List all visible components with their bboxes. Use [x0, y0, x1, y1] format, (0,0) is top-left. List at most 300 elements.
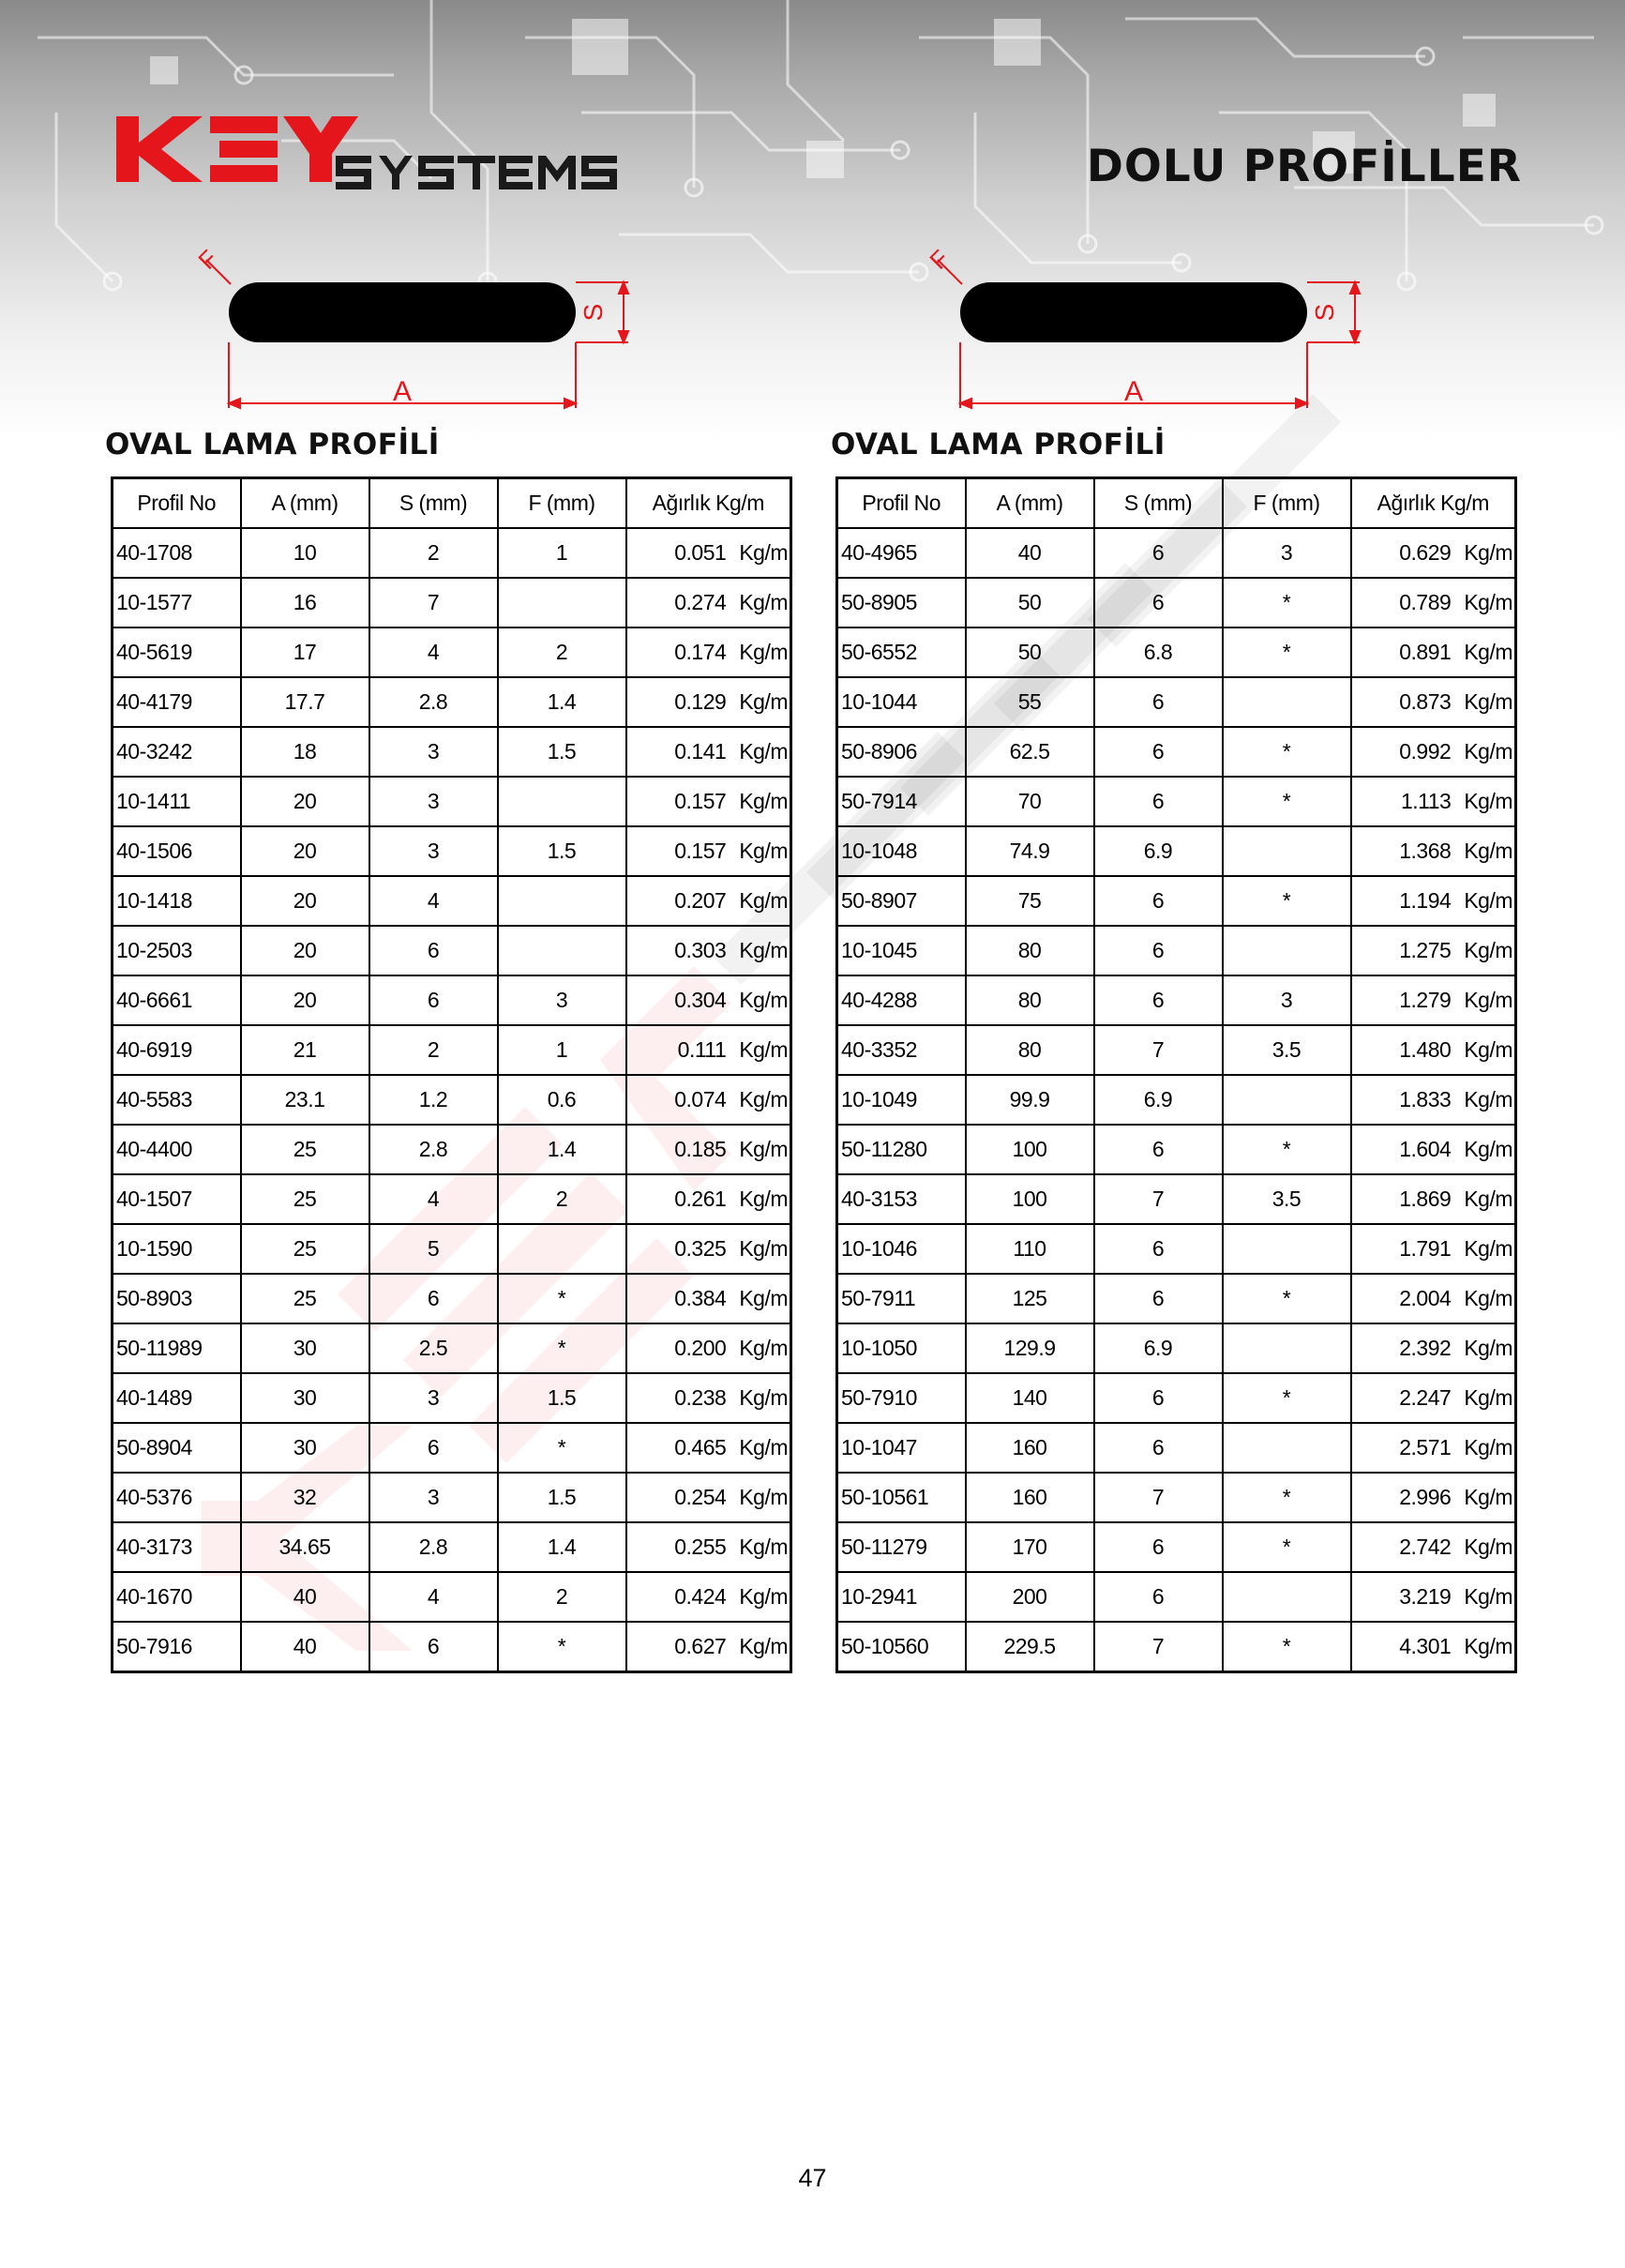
weight-cell	[1351, 1025, 1516, 1075]
weight-cell	[626, 528, 791, 578]
dimension-f-cell: *	[1223, 1274, 1351, 1323]
dimension-f-cell: *	[1223, 876, 1351, 926]
weight-unit: Kg/m	[739, 1087, 788, 1111]
weight-cell	[1351, 876, 1516, 926]
weight-cell	[1351, 1323, 1516, 1373]
dimension-a-cell: 10	[241, 528, 369, 578]
column-header: S (mm)	[369, 478, 498, 529]
dimension-a-cell: 50	[966, 578, 1094, 627]
dimension-s-cell: 6	[1094, 1572, 1223, 1622]
profile-number-cell: 50-7911	[837, 1274, 966, 1323]
profile-number-cell: 40-1489	[113, 1373, 241, 1423]
dimension-s-cell: 6	[1094, 1224, 1223, 1274]
table-row	[837, 1473, 1516, 1522]
weight-value: 0.141	[674, 739, 727, 764]
profile-number-cell: 10-1411	[113, 777, 241, 826]
dimension-f-cell: 3.5	[1223, 1025, 1351, 1075]
table-row	[113, 876, 791, 926]
table-row	[837, 1522, 1516, 1572]
dimension-a-cell: 50	[966, 627, 1094, 677]
weight-cell	[626, 727, 791, 777]
dimension-f-cell: 1.5	[498, 826, 626, 876]
dimension-a-cell: 25	[241, 1224, 369, 1274]
dimension-s-cell: 3	[369, 1373, 498, 1423]
dimension-f-cell	[1223, 1075, 1351, 1125]
dimension-f-cell: 2	[498, 1174, 626, 1224]
weight-unit: Kg/m	[1464, 789, 1512, 813]
dimension-s-cell: 6.9	[1094, 1323, 1223, 1373]
column-header: Profil No	[837, 478, 966, 529]
profile-number-cell: 50-11280	[837, 1125, 966, 1174]
table-row	[837, 1224, 1516, 1274]
dimension-a-cell: 99.9	[966, 1075, 1094, 1125]
profile-number-cell: 40-1708	[113, 528, 241, 578]
dimension-s-cell: 6	[369, 1274, 498, 1323]
weight-unit: Kg/m	[1464, 739, 1512, 764]
weight-value: 2.004	[1399, 1286, 1452, 1310]
weight-value: 0.465	[674, 1435, 727, 1459]
weight-unit: Kg/m	[1464, 988, 1512, 1012]
weight-unit: Kg/m	[1464, 1087, 1512, 1111]
weight-unit: Kg/m	[739, 739, 788, 764]
dimension-f-cell: *	[1223, 1473, 1351, 1522]
weight-value: 3.219	[1399, 1584, 1452, 1609]
column-header: A (mm)	[966, 478, 1094, 529]
weight-unit: Kg/m	[1464, 1385, 1512, 1410]
dimension-s-cell: 6	[1094, 876, 1223, 926]
dimension-a-cell: 20	[241, 975, 369, 1025]
dimension-f-cell: *	[498, 1274, 626, 1323]
weight-value: 0.627	[674, 1634, 727, 1658]
profile-number-cell: 50-8903	[113, 1274, 241, 1323]
weight-unit: Kg/m	[1464, 839, 1512, 863]
weight-cell	[1351, 975, 1516, 1025]
dimension-a-cell: 70	[966, 777, 1094, 826]
table-row	[113, 1622, 791, 1672]
profile-number-cell: 50-6552	[837, 627, 966, 677]
dimension-a-cell: 74.9	[966, 826, 1094, 876]
dimension-f-cell: 1.5	[498, 1373, 626, 1423]
weight-unit: Kg/m	[739, 1236, 788, 1261]
weight-unit: Kg/m	[1464, 1137, 1512, 1161]
dimension-a-cell: 170	[966, 1522, 1094, 1572]
column-header: A (mm)	[241, 478, 369, 529]
column-header: Ağırlık Kg/m	[626, 478, 791, 529]
diagram-label-a: A	[1123, 376, 1144, 407]
table-row	[837, 876, 1516, 926]
weight-unit: Kg/m	[739, 1535, 788, 1559]
table-row	[113, 826, 791, 876]
dimension-s-cell: 1.2	[369, 1075, 498, 1125]
weight-unit: Kg/m	[739, 1485, 788, 1509]
dimension-f-cell: *	[1223, 627, 1351, 677]
dimension-f-cell	[1223, 826, 1351, 876]
weight-cell	[1351, 1473, 1516, 1522]
table-row	[113, 1174, 791, 1224]
dimension-f-cell: *	[498, 1323, 626, 1373]
weight-cell	[1351, 578, 1516, 627]
dimension-s-cell: 6	[1094, 926, 1223, 975]
weight-value: 0.629	[1399, 540, 1452, 565]
table-row	[837, 627, 1516, 677]
dimension-s-cell: 2.8	[369, 1522, 498, 1572]
dimension-a-cell: 25	[241, 1274, 369, 1323]
dimension-f-cell: 3	[1223, 528, 1351, 578]
table-row	[113, 627, 791, 677]
weight-unit: Kg/m	[739, 640, 788, 664]
document-title: DOLU PROFİLLER	[1086, 141, 1522, 192]
weight-unit: Kg/m	[1464, 689, 1512, 714]
profile-number-cell: 10-1046	[837, 1224, 966, 1274]
dimension-a-cell: 30	[241, 1323, 369, 1373]
weight-value: 1.368	[1399, 839, 1452, 863]
table-header-row	[113, 478, 791, 529]
dimension-s-cell: 3	[369, 727, 498, 777]
weight-value: 0.303	[674, 938, 727, 962]
weight-value: 0.992	[1399, 739, 1452, 764]
weight-unit: Kg/m	[739, 1336, 788, 1360]
dimension-f-cell: 1.4	[498, 1125, 626, 1174]
weight-cell	[1351, 1224, 1516, 1274]
column-header: F (mm)	[1223, 478, 1351, 529]
dimension-s-cell: 6.9	[1094, 1075, 1223, 1125]
dimension-s-cell: 5	[369, 1224, 498, 1274]
dimension-a-cell: 80	[966, 926, 1094, 975]
table-row	[837, 926, 1516, 975]
weight-value: 2.996	[1399, 1485, 1452, 1509]
dimension-s-cell: 4	[369, 1174, 498, 1224]
dimension-f-cell: 2	[498, 627, 626, 677]
weight-cell	[626, 627, 791, 677]
dimension-s-cell: 7	[369, 578, 498, 627]
weight-unit: Kg/m	[739, 540, 788, 565]
weight-unit: Kg/m	[739, 1286, 788, 1310]
table-row	[113, 528, 791, 578]
table-row	[113, 578, 791, 627]
dimension-f-cell: *	[1223, 578, 1351, 627]
dimension-a-cell: 100	[966, 1174, 1094, 1224]
weight-cell	[1351, 777, 1516, 826]
dimension-s-cell: 4	[369, 1572, 498, 1622]
dimension-f-cell: *	[1223, 777, 1351, 826]
weight-unit: Kg/m	[1464, 1187, 1512, 1211]
profile-number-cell: 50-10561	[837, 1473, 966, 1522]
weight-cell	[626, 1323, 791, 1373]
dimension-f-cell	[1223, 1224, 1351, 1274]
weight-cell	[626, 1423, 791, 1473]
table-row	[113, 727, 791, 777]
weight-unit: Kg/m	[1464, 888, 1512, 913]
weight-unit: Kg/m	[1464, 1336, 1512, 1360]
dimension-a-cell: 32	[241, 1473, 369, 1522]
left-section-title: OVAL LAMA PROFİLİ	[105, 428, 440, 461]
weight-value: 0.200	[674, 1336, 727, 1360]
dimension-a-cell: 200	[966, 1572, 1094, 1622]
weight-value: 0.074	[674, 1087, 727, 1111]
dimension-a-cell: 30	[241, 1373, 369, 1423]
weight-value: 0.254	[674, 1485, 727, 1509]
weight-value: 0.129	[674, 689, 727, 714]
dimension-a-cell: 75	[966, 876, 1094, 926]
profile-number-cell: 10-2941	[837, 1572, 966, 1622]
dimension-s-cell: 6	[1094, 1125, 1223, 1174]
dimension-f-cell: *	[1223, 1373, 1351, 1423]
dimension-a-cell: 160	[966, 1473, 1094, 1522]
dimension-s-cell: 7	[1094, 1025, 1223, 1075]
logo-mark	[116, 113, 623, 197]
dimension-a-cell: 100	[966, 1125, 1094, 1174]
weight-cell	[626, 677, 791, 727]
weight-value: 2.571	[1399, 1435, 1452, 1459]
weight-unit: Kg/m	[1464, 540, 1512, 565]
table-row	[837, 1125, 1516, 1174]
weight-value: 0.111	[677, 1037, 727, 1062]
profile-number-cell: 50-11279	[837, 1522, 966, 1572]
weight-unit: Kg/m	[739, 1584, 788, 1609]
weight-cell	[626, 1572, 791, 1622]
dimension-f-cell	[498, 876, 626, 926]
profile-number-cell: 40-1507	[113, 1174, 241, 1224]
dimension-f-cell: *	[1223, 1622, 1351, 1672]
weight-value: 1.833	[1399, 1087, 1452, 1111]
table-row	[837, 826, 1516, 876]
weight-value: 2.742	[1399, 1535, 1452, 1559]
dimension-s-cell: 6	[369, 1423, 498, 1473]
weight-value: 2.247	[1399, 1385, 1452, 1410]
dimension-s-cell: 2.5	[369, 1323, 498, 1373]
dimension-s-cell: 2.8	[369, 677, 498, 727]
profile-number-cell: 10-1577	[113, 578, 241, 627]
weight-value: 0.873	[1399, 689, 1452, 714]
weight-cell	[1351, 727, 1516, 777]
weight-value: 0.174	[674, 640, 727, 664]
dimension-f-cell	[1223, 1572, 1351, 1622]
weight-value: 1.279	[1399, 988, 1452, 1012]
dimension-s-cell: 7	[1094, 1622, 1223, 1672]
table-row	[113, 1323, 791, 1373]
weight-unit: Kg/m	[739, 988, 788, 1012]
dimension-f-cell	[498, 578, 626, 627]
weight-unit: Kg/m	[1464, 1236, 1512, 1261]
table-row	[837, 727, 1516, 777]
dimension-f-cell: 3	[498, 975, 626, 1025]
right-spec-table	[835, 476, 1517, 1673]
dimension-f-cell: 1.4	[498, 677, 626, 727]
weight-cell	[1351, 1622, 1516, 1672]
profile-number-cell: 50-8904	[113, 1423, 241, 1473]
weight-cell	[626, 1473, 791, 1522]
dimension-a-cell: 23.1	[241, 1075, 369, 1125]
page-number: 47	[798, 2164, 827, 2192]
weight-value: 0.325	[674, 1236, 727, 1261]
profile-number-cell: 50-11989	[113, 1323, 241, 1373]
table-header-row	[837, 478, 1516, 529]
profile-number-cell: 40-1670	[113, 1572, 241, 1622]
dimension-a-cell: 25	[241, 1125, 369, 1174]
table-row	[837, 777, 1516, 826]
dimension-s-cell: 6	[1094, 1423, 1223, 1473]
diagram-label-s: S	[1310, 303, 1339, 322]
dimension-s-cell: 7	[1094, 1473, 1223, 1522]
weight-unit: Kg/m	[739, 590, 788, 614]
weight-value: 0.185	[674, 1137, 727, 1161]
table-row	[837, 975, 1516, 1025]
weight-cell	[626, 1522, 791, 1572]
dimension-f-cell: 1.5	[498, 1473, 626, 1522]
dimension-f-cell	[1223, 1323, 1351, 1373]
dimension-f-cell	[498, 777, 626, 826]
profile-number-cell: 40-3173	[113, 1522, 241, 1572]
weight-value: 2.392	[1399, 1336, 1452, 1360]
dimension-a-cell: 125	[966, 1274, 1094, 1323]
weight-cell	[1351, 1125, 1516, 1174]
weight-cell	[626, 876, 791, 926]
dimension-s-cell: 2	[369, 1025, 498, 1075]
weight-cell	[626, 1075, 791, 1125]
weight-value: 1.480	[1399, 1037, 1452, 1062]
weight-unit: Kg/m	[1464, 590, 1512, 614]
weight-value: 0.891	[1399, 640, 1452, 664]
weight-cell	[626, 1622, 791, 1672]
dimension-f-cell	[1223, 1423, 1351, 1473]
weight-value: 0.424	[674, 1584, 727, 1609]
weight-unit: Kg/m	[739, 689, 788, 714]
weight-cell	[626, 1373, 791, 1423]
weight-value: 1.869	[1399, 1187, 1452, 1211]
dimension-s-cell: 6	[1094, 1373, 1223, 1423]
profile-number-cell: 40-6661	[113, 975, 241, 1025]
dimension-f-cell	[1223, 926, 1351, 975]
profile-number-cell: 40-3153	[837, 1174, 966, 1224]
dimension-s-cell: 6	[1094, 578, 1223, 627]
right-section-title: OVAL LAMA PROFİLİ	[831, 428, 1166, 461]
dimension-a-cell: 34.65	[241, 1522, 369, 1572]
profile-number-cell: 10-1047	[837, 1423, 966, 1473]
weight-cell	[1351, 1572, 1516, 1622]
dimension-s-cell: 6.8	[1094, 627, 1223, 677]
table-row	[837, 1323, 1516, 1373]
profile-number-cell: 10-2503	[113, 926, 241, 975]
weight-value: 1.791	[1399, 1236, 1452, 1261]
diagram-label-f: F	[192, 244, 223, 275]
weight-unit: Kg/m	[1464, 1435, 1512, 1459]
weight-value: 0.207	[674, 888, 727, 913]
diagram-label-f: F	[924, 244, 955, 275]
weight-value: 0.261	[674, 1187, 727, 1211]
dimension-s-cell: 3	[369, 1473, 498, 1522]
table-row	[113, 1075, 791, 1125]
column-header: Profil No	[113, 478, 241, 529]
profile-number-cell: 40-4179	[113, 677, 241, 727]
profile-number-cell: 50-8907	[837, 876, 966, 926]
table-row	[837, 1274, 1516, 1323]
weight-cell	[1351, 1174, 1516, 1224]
weight-value: 0.304	[674, 988, 727, 1012]
dimension-s-cell: 6.9	[1094, 826, 1223, 876]
profile-number-cell: 40-3242	[113, 727, 241, 777]
weight-cell	[1351, 1373, 1516, 1423]
dimension-f-cell: *	[1223, 1522, 1351, 1572]
profile-number-cell: 40-4288	[837, 975, 966, 1025]
weight-cell	[1351, 677, 1516, 727]
dimension-a-cell: 17	[241, 627, 369, 677]
weight-cell	[626, 578, 791, 627]
dimension-a-cell: 55	[966, 677, 1094, 727]
weight-cell	[626, 826, 791, 876]
profile-number-cell: 40-5376	[113, 1473, 241, 1522]
weight-value: 0.051	[674, 540, 727, 565]
oval-bar-diagram-right	[924, 239, 1378, 413]
weight-value: 1.113	[1400, 789, 1452, 813]
weight-unit: Kg/m	[1464, 1485, 1512, 1509]
weight-value: 0.238	[674, 1385, 727, 1410]
weight-cell	[626, 1174, 791, 1224]
diagram-label-s: S	[579, 303, 608, 322]
table-row	[837, 1423, 1516, 1473]
dimension-f-cell: *	[1223, 1125, 1351, 1174]
weight-cell	[626, 926, 791, 975]
profile-number-cell: 50-10560	[837, 1622, 966, 1672]
profile-number-cell: 40-5583	[113, 1075, 241, 1125]
weight-value: 0.157	[674, 839, 727, 863]
profile-number-cell: 50-7916	[113, 1622, 241, 1672]
table-row	[113, 1373, 791, 1423]
weight-unit: Kg/m	[1464, 938, 1512, 962]
table-row	[113, 1224, 791, 1274]
table-row	[113, 677, 791, 727]
profile-number-cell: 40-4965	[837, 528, 966, 578]
dimension-s-cell: 4	[369, 876, 498, 926]
weight-cell	[1351, 1274, 1516, 1323]
weight-unit: Kg/m	[739, 1037, 788, 1062]
dimension-a-cell: 18	[241, 727, 369, 777]
dimension-s-cell: 6	[1094, 528, 1223, 578]
weight-cell	[626, 777, 791, 826]
weight-value: 0.384	[674, 1286, 727, 1310]
dimension-s-cell: 6	[1094, 777, 1223, 826]
dimension-a-cell: 140	[966, 1373, 1094, 1423]
weight-value: 0.789	[1399, 590, 1452, 614]
weight-cell	[1351, 1522, 1516, 1572]
profile-number-cell: 10-1045	[837, 926, 966, 975]
profile-number-cell: 40-4400	[113, 1125, 241, 1174]
weight-cell	[626, 1025, 791, 1075]
diagram-label-a: A	[392, 376, 413, 407]
dimension-f-cell: 1.4	[498, 1522, 626, 1572]
dimension-s-cell: 6	[369, 975, 498, 1025]
dimension-f-cell: 1	[498, 1025, 626, 1075]
table-row	[113, 1025, 791, 1075]
profile-number-cell: 10-1048	[837, 826, 966, 876]
dimension-s-cell: 3	[369, 777, 498, 826]
dimension-s-cell: 6	[1094, 727, 1223, 777]
weight-unit: Kg/m	[1464, 640, 1512, 664]
profile-number-cell: 40-1506	[113, 826, 241, 876]
table-row	[113, 1125, 791, 1174]
table-row	[837, 528, 1516, 578]
dimension-s-cell: 2.8	[369, 1125, 498, 1174]
dimension-s-cell: 7	[1094, 1174, 1223, 1224]
profile-number-cell: 10-1590	[113, 1224, 241, 1274]
dimension-a-cell: 21	[241, 1025, 369, 1075]
table-row	[113, 975, 791, 1025]
dimension-a-cell: 25	[241, 1174, 369, 1224]
weight-unit: Kg/m	[739, 1385, 788, 1410]
column-header: F (mm)	[498, 478, 626, 529]
profile-number-cell: 10-1044	[837, 677, 966, 727]
dimension-f-cell	[1223, 677, 1351, 727]
weight-cell	[1351, 1075, 1516, 1125]
